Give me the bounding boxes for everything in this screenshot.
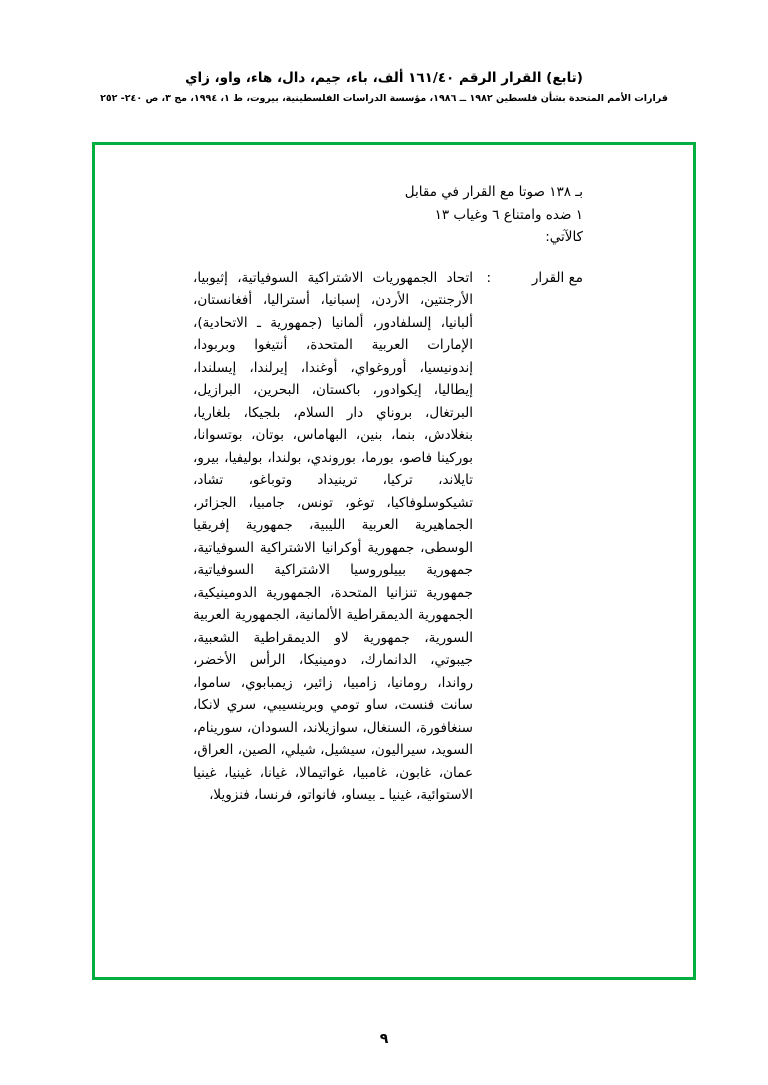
page-title: (تابع) القرار الرقم ١٦١/٤٠ ألف، باء، جيم، دال، هاء، واو، زاي (185, 70, 583, 86)
page-number: ٩ (379, 1031, 389, 1047)
votes-in-favor-label: مع القرار (531, 269, 583, 286)
votes-in-favor-country-list: اتحاد الجمهوريات الاشتراكية السوفياتية، إثيوبيا، الأرجنتين، الأردن، إسبانيا، أستراليا، أفغانستان، ألبانيا، إلسلفادور، ألمانيا (جمهورية ـ الاتحادية)، الإمارات العربية المتحدة، أنتيغوا وبربودا، إندونيسيا، أوروغواي، أوغندا، إيرلندا، إيسلندا، إيطاليا، إيكوادور، باكستان، البحرين، البرازيل، البرتغال، بروناي دار السلام، بلجيكا، بلغاريا، بنغلادش، بنما، بنين، البهاماس، بوتان، بوتسوانا، بوركينا فاصو، بورما، بوروندي، بولندا، بوليفيا، بيرو، تايلاند، تركيا، ترينيداد وتوباغو، تشاد، تشيكوسلوفاكيا، توغو، تونس، جامبيا، الجزائر، الجماهيرية العربية الليبية، جمهورية إفريقيا الوسطى، جمهورية أوكرانيا الاشتراكية السوفياتية، جمهورية بييلوروسيا الاشتراكية السوفياتية، جمهورية تنزانيا المتحدة، الجمهورية الدومينيكية، الجمهورية الديمقراطية الألمانية، الجمهورية العربية السورية، جمهورية لاو الديمقراطية الشعبية، جيبوتي، الدانمارك، دومينيكا، الرأس الأخضر، رواندا، رومانيا، زامبيا، زائير، زيمبابوي، ساموا، سانت فنست، ساو تومي وبرينسيبي، سري لانكا، سنغافورة، السنغال، سوازيلاند، السودان، سورينام، السويد، سيراليون، سيشيل، شيلي، الصين، العراق، عمان، غابون، غامبيا، غواتيمالا، غيانا، غينيا، غينيا الاستوائية، غينيا ـ بيساو، فانواتو، فرنسا، فنزويلا، (193, 269, 473, 803)
content-frame (92, 142, 696, 980)
page-header (0, 68, 768, 104)
votes-in-favor-colon: : (486, 269, 491, 286)
vote-count-line-2: ١ ضده وامتناع ٦ وغياب ١٣ (434, 206, 583, 223)
source-citation: قرارات الأمم المتحدة بشأن فلسطين ١٩٨٢ ــ ١٩٨٦، مؤسسة الدراسات الفلسطينية، بيروت، ط ١، ١٩٩٤، مج ٣، ص ٢٤٠- ٢٥٢ (100, 93, 668, 105)
resolution-body (193, 181, 583, 807)
vote-count-line-1: بـ ١٣٨ صوتا مع القرار في مقابل (404, 184, 583, 200)
vote-count-line-3: كالآتي: (545, 229, 583, 245)
votes-in-favor-block (193, 267, 583, 807)
